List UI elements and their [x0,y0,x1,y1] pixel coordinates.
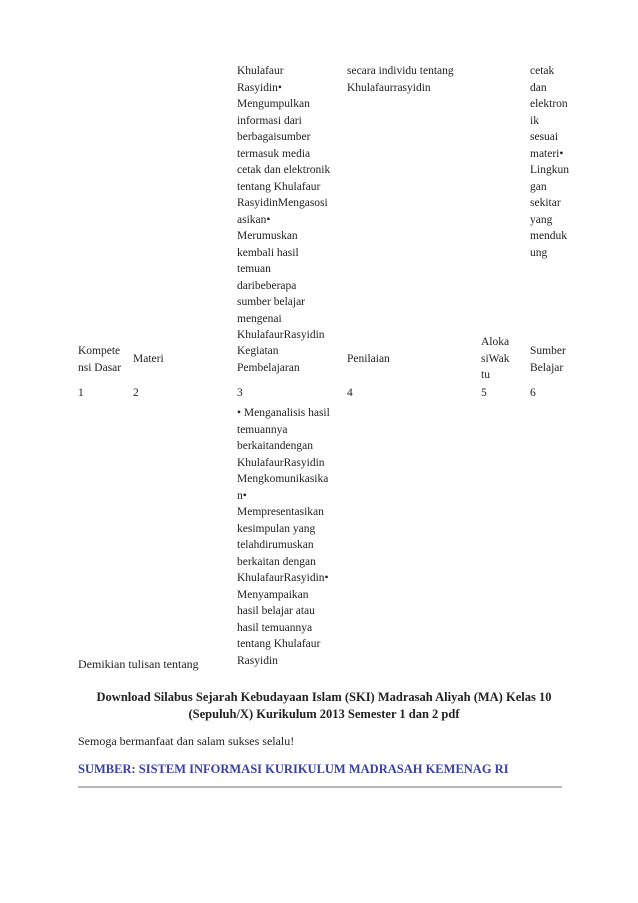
col-number-3: 3 [237,387,243,399]
header-kegiatan: Kegiatan Pembelajaran [237,345,300,374]
col-number-5: 5 [481,387,487,399]
header-materi: Materi [133,353,164,365]
col-number-4: 4 [347,387,353,399]
article-title-link[interactable]: Download Silabus Sejarah Kebudayaan Islam (SKI) Madrasah Aliyah (MA) Kelas 10 (Sepuluh/X) Kurikulum 2013 Semester 1 dan 2 pdf [96,690,552,721]
closing-text: Semoga bermanfaat dan salam sukses selalu! [78,734,295,748]
col-number-6: 6 [530,387,536,399]
header-sumber: Sumber Belajar [530,345,566,374]
source-credit: SUMBER: SISTEM INFORMASI KURIKULUM MADRASAH KEMENAG RI [78,762,509,776]
col-number-1: 1 [78,387,84,399]
next-row-kegiatan: • Menganalisis hasil temuannya berkaitandengan KhulafaurRasyidin Mengkomunikasika n• Mempresentasikan kesimpulan yang telahdirumuskan berkaitan dengan KhulafaurRasyidin• Menyampaikan hasil belajar atau hasil temuannya tentang Khulafaur Rasyidin [237,407,330,667]
col-number-2: 2 [133,387,139,399]
header-alokasi: Aloka siWak tu [481,336,510,381]
header-penilaian: Penilaian [347,353,390,365]
intro-text: Demikian tulisan tentang [78,657,199,671]
prev-row-sumber: cetak dan elektron ik sesuai materi• Lingkun gan sekitar yang menduk ung [530,65,569,259]
prev-row-kegiatan: Khulafaur Rasyidin• Mengumpulkan informasi dari berbagaisumber termasuk media cetak dan elektronik tentang Khulafaur RasyidinMengasosi asikan• Merumuskan kembali hasil temuan daribeberapa sumber belajar mengenai KhulafaurRasyidin [237,65,331,341]
horizontal-divider [78,786,562,788]
prev-row-penilaian: secara individu tentang Khulafaurrasyidin [347,65,454,94]
header-kompetensi: Kompete nsi Dasar [78,345,122,374]
